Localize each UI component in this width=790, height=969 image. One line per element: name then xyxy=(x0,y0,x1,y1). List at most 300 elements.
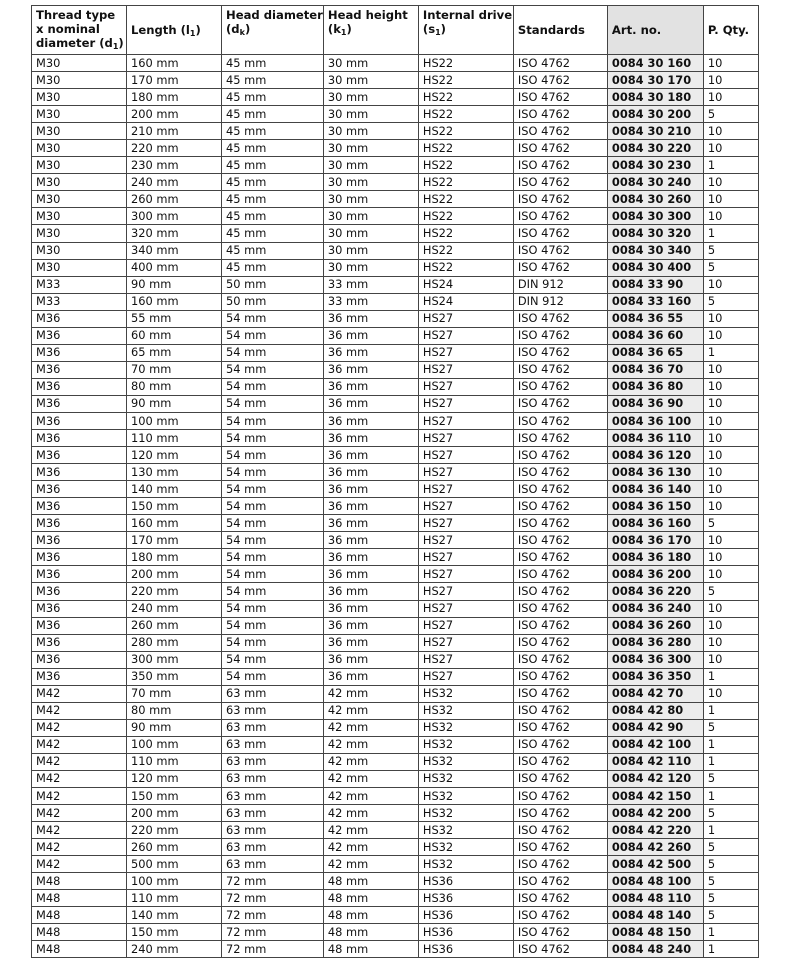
cell-pack-qty: 10 xyxy=(703,327,758,344)
cell-head-diameter: 45 mm xyxy=(222,89,324,106)
cell-pack-qty: 10 xyxy=(703,600,758,617)
cell-length: 280 mm xyxy=(127,634,222,651)
cell-standard: ISO 4762 xyxy=(513,412,607,429)
cell-head-height: 36 mm xyxy=(323,651,418,668)
table-row xyxy=(32,822,759,839)
cell-art-no: 0084 36 80 xyxy=(607,378,703,395)
cell-pack-qty: 5 xyxy=(703,770,758,787)
cell-pack-qty: 5 xyxy=(703,890,758,907)
cell-pack-qty: 10 xyxy=(703,208,758,225)
cell-head-height: 36 mm xyxy=(323,378,418,395)
cell-standard: ISO 4762 xyxy=(513,839,607,856)
table-row xyxy=(32,702,759,719)
cell-length: 300 mm xyxy=(127,208,222,225)
cell-head-diameter: 63 mm xyxy=(222,805,324,822)
cell-art-no: 0084 30 320 xyxy=(607,225,703,242)
cell-head-diameter: 63 mm xyxy=(222,736,324,753)
cell-head-height: 30 mm xyxy=(323,242,418,259)
cell-head-height: 36 mm xyxy=(323,430,418,447)
header-head-diameter-sub: k xyxy=(239,28,245,37)
cell-head-diameter: 63 mm xyxy=(222,719,324,736)
cell-head-height: 30 mm xyxy=(323,208,418,225)
cell-length: 65 mm xyxy=(127,344,222,361)
cell-length: 170 mm xyxy=(127,532,222,549)
cell-art-no: 0084 36 140 xyxy=(607,481,703,498)
cell-art-no: 0084 30 300 xyxy=(607,208,703,225)
cell-head-height: 36 mm xyxy=(323,600,418,617)
cell-thread-type: M36 xyxy=(32,583,127,600)
cell-standard: ISO 4762 xyxy=(513,225,607,242)
cell-art-no: 0084 30 160 xyxy=(607,55,703,72)
cell-art-no: 0084 36 150 xyxy=(607,498,703,515)
cell-head-height: 30 mm xyxy=(323,72,418,89)
cell-length: 240 mm xyxy=(127,941,222,958)
cell-internal-drive: HS32 xyxy=(418,753,513,770)
cell-standard: ISO 4762 xyxy=(513,430,607,447)
cell-length: 90 mm xyxy=(127,276,222,293)
table-row xyxy=(32,873,759,890)
cell-internal-drive: HS22 xyxy=(418,225,513,242)
cell-thread-type: M36 xyxy=(32,310,127,327)
cell-head-height: 30 mm xyxy=(323,225,418,242)
cell-thread-type: M36 xyxy=(32,395,127,412)
cell-pack-qty: 10 xyxy=(703,447,758,464)
header-internal-drive-sub: 1 xyxy=(435,28,441,37)
header-length-text: Length (l xyxy=(131,23,190,37)
cell-thread-type: M36 xyxy=(32,361,127,378)
cell-art-no: 0084 48 100 xyxy=(607,873,703,890)
cell-thread-type: M42 xyxy=(32,770,127,787)
table-row xyxy=(32,157,759,174)
cell-head-diameter: 45 mm xyxy=(222,72,324,89)
header-thread-line1: Thread type xyxy=(36,8,116,22)
cell-pack-qty: 1 xyxy=(703,344,758,361)
cell-standard: DIN 912 xyxy=(513,276,607,293)
cell-internal-drive: HS22 xyxy=(418,72,513,89)
cell-standard: ISO 4762 xyxy=(513,259,607,276)
cell-thread-type: M42 xyxy=(32,753,127,770)
cell-art-no: 0084 30 210 xyxy=(607,123,703,140)
cell-standard: ISO 4762 xyxy=(513,72,607,89)
table-row xyxy=(32,753,759,770)
cell-head-diameter: 45 mm xyxy=(222,259,324,276)
cell-thread-type: M36 xyxy=(32,651,127,668)
cell-head-diameter: 63 mm xyxy=(222,753,324,770)
cell-thread-type: M36 xyxy=(32,430,127,447)
header-head-height-line1: Head height xyxy=(327,8,408,22)
cell-length: 200 mm xyxy=(127,566,222,583)
cell-head-height: 36 mm xyxy=(323,310,418,327)
header-head-diameter-line1: Head diameter xyxy=(226,8,323,22)
table-row xyxy=(32,924,759,941)
cell-internal-drive: HS27 xyxy=(418,430,513,447)
cell-internal-drive: HS27 xyxy=(418,395,513,412)
screw-dimensions-table xyxy=(31,5,759,958)
cell-pack-qty: 10 xyxy=(703,532,758,549)
cell-head-diameter: 45 mm xyxy=(222,106,324,123)
cell-standard: ISO 4762 xyxy=(513,498,607,515)
cell-pack-qty: 1 xyxy=(703,668,758,685)
cell-standard: ISO 4762 xyxy=(513,566,607,583)
cell-internal-drive: HS22 xyxy=(418,259,513,276)
cell-length: 300 mm xyxy=(127,651,222,668)
cell-head-diameter: 54 mm xyxy=(222,651,324,668)
cell-art-no: 0084 30 170 xyxy=(607,72,703,89)
table-row xyxy=(32,583,759,600)
cell-length: 130 mm xyxy=(127,464,222,481)
cell-head-height: 30 mm xyxy=(323,123,418,140)
cell-internal-drive: HS27 xyxy=(418,464,513,481)
cell-art-no: 0084 48 140 xyxy=(607,907,703,924)
cell-head-diameter: 45 mm xyxy=(222,174,324,191)
table-row xyxy=(32,276,759,293)
cell-art-no: 0084 36 160 xyxy=(607,515,703,532)
table-row xyxy=(32,668,759,685)
cell-head-diameter: 63 mm xyxy=(222,685,324,702)
cell-internal-drive: HS27 xyxy=(418,447,513,464)
header-length-close: ) xyxy=(195,23,201,37)
table-row xyxy=(32,140,759,157)
cell-thread-type: M30 xyxy=(32,208,127,225)
table-row xyxy=(32,55,759,72)
cell-thread-type: M30 xyxy=(32,191,127,208)
cell-internal-drive: HS22 xyxy=(418,55,513,72)
cell-standard: ISO 4762 xyxy=(513,856,607,873)
cell-head-diameter: 54 mm xyxy=(222,600,324,617)
cell-thread-type: M36 xyxy=(32,532,127,549)
cell-head-height: 36 mm xyxy=(323,515,418,532)
cell-head-height: 36 mm xyxy=(323,498,418,515)
cell-head-diameter: 45 mm xyxy=(222,55,324,72)
cell-internal-drive: HS32 xyxy=(418,856,513,873)
cell-length: 150 mm xyxy=(127,924,222,941)
table-row xyxy=(32,106,759,123)
cell-head-diameter: 50 mm xyxy=(222,276,324,293)
cell-art-no: 0084 42 200 xyxy=(607,805,703,822)
cell-head-diameter: 45 mm xyxy=(222,140,324,157)
cell-art-no: 0084 36 350 xyxy=(607,668,703,685)
cell-head-diameter: 54 mm xyxy=(222,566,324,583)
cell-thread-type: M36 xyxy=(32,498,127,515)
cell-art-no: 0084 33 160 xyxy=(607,293,703,310)
cell-internal-drive: HS27 xyxy=(418,617,513,634)
cell-head-diameter: 54 mm xyxy=(222,430,324,447)
header-head-height-sub: 1 xyxy=(340,28,347,37)
cell-art-no: 0084 42 220 xyxy=(607,822,703,839)
cell-standard: ISO 4762 xyxy=(513,668,607,685)
cell-head-height: 36 mm xyxy=(323,583,418,600)
cell-head-diameter: 72 mm xyxy=(222,924,324,941)
table-row xyxy=(32,805,759,822)
cell-head-height: 30 mm xyxy=(323,89,418,106)
cell-thread-type: M30 xyxy=(32,174,127,191)
cell-internal-drive: HS32 xyxy=(418,770,513,787)
cell-head-height: 30 mm xyxy=(323,106,418,123)
cell-head-diameter: 54 mm xyxy=(222,464,324,481)
cell-standard: ISO 4762 xyxy=(513,208,607,225)
cell-standard: ISO 4762 xyxy=(513,123,607,140)
cell-thread-type: M48 xyxy=(32,873,127,890)
cell-length: 90 mm xyxy=(127,719,222,736)
cell-thread-type: M48 xyxy=(32,924,127,941)
cell-length: 160 mm xyxy=(127,293,222,310)
cell-art-no: 0084 42 100 xyxy=(607,736,703,753)
cell-pack-qty: 10 xyxy=(703,498,758,515)
cell-pack-qty: 1 xyxy=(703,941,758,958)
cell-pack-qty: 10 xyxy=(703,89,758,106)
cell-pack-qty: 5 xyxy=(703,907,758,924)
cell-length: 140 mm xyxy=(127,907,222,924)
cell-pack-qty: 1 xyxy=(703,157,758,174)
cell-internal-drive: HS22 xyxy=(418,106,513,123)
cell-internal-drive: HS24 xyxy=(418,276,513,293)
cell-pack-qty: 10 xyxy=(703,464,758,481)
cell-thread-type: M36 xyxy=(32,515,127,532)
cell-pack-qty: 1 xyxy=(703,788,758,805)
cell-art-no: 0084 42 120 xyxy=(607,770,703,787)
cell-standard: ISO 4762 xyxy=(513,106,607,123)
cell-thread-type: M42 xyxy=(32,839,127,856)
cell-pack-qty: 1 xyxy=(703,822,758,839)
cell-head-height: 36 mm xyxy=(323,532,418,549)
cell-head-height: 36 mm xyxy=(323,549,418,566)
cell-length: 120 mm xyxy=(127,770,222,787)
cell-standard: ISO 4762 xyxy=(513,157,607,174)
cell-internal-drive: HS22 xyxy=(418,89,513,106)
cell-pack-qty: 10 xyxy=(703,395,758,412)
cell-internal-drive: HS32 xyxy=(418,736,513,753)
cell-pack-qty: 10 xyxy=(703,123,758,140)
cell-length: 260 mm xyxy=(127,617,222,634)
cell-internal-drive: HS27 xyxy=(418,583,513,600)
cell-pack-qty: 1 xyxy=(703,736,758,753)
cell-pack-qty: 5 xyxy=(703,259,758,276)
cell-standard: ISO 4762 xyxy=(513,634,607,651)
cell-head-height: 30 mm xyxy=(323,174,418,191)
cell-art-no: 0084 48 240 xyxy=(607,941,703,958)
cell-pack-qty: 1 xyxy=(703,702,758,719)
cell-thread-type: M30 xyxy=(32,242,127,259)
cell-length: 180 mm xyxy=(127,89,222,106)
cell-pack-qty: 5 xyxy=(703,293,758,310)
cell-thread-type: M30 xyxy=(32,157,127,174)
cell-head-height: 36 mm xyxy=(323,566,418,583)
cell-thread-type: M36 xyxy=(32,566,127,583)
header-head-diameter-close: ) xyxy=(244,22,251,36)
cell-head-diameter: 45 mm xyxy=(222,242,324,259)
cell-internal-drive: HS36 xyxy=(418,907,513,924)
cell-pack-qty: 10 xyxy=(703,430,758,447)
cell-art-no: 0084 36 110 xyxy=(607,430,703,447)
cell-length: 90 mm xyxy=(127,395,222,412)
cell-length: 110 mm xyxy=(127,890,222,907)
cell-length: 320 mm xyxy=(127,225,222,242)
cell-head-height: 42 mm xyxy=(323,822,418,839)
cell-thread-type: M30 xyxy=(32,72,127,89)
cell-standard: ISO 4762 xyxy=(513,770,607,787)
cell-thread-type: M42 xyxy=(32,736,127,753)
cell-pack-qty: 5 xyxy=(703,719,758,736)
table-row xyxy=(32,464,759,481)
cell-pack-qty: 10 xyxy=(703,174,758,191)
cell-standard: ISO 4762 xyxy=(513,174,607,191)
cell-pack-qty: 10 xyxy=(703,617,758,634)
table-row xyxy=(32,685,759,702)
cell-standard: ISO 4762 xyxy=(513,583,607,600)
cell-internal-drive: HS27 xyxy=(418,515,513,532)
cell-pack-qty: 10 xyxy=(703,72,758,89)
cell-length: 230 mm xyxy=(127,157,222,174)
cell-thread-type: M30 xyxy=(32,106,127,123)
cell-internal-drive: HS22 xyxy=(418,174,513,191)
cell-standard: ISO 4762 xyxy=(513,395,607,412)
table-row xyxy=(32,310,759,327)
cell-head-diameter: 63 mm xyxy=(222,770,324,787)
cell-pack-qty: 10 xyxy=(703,566,758,583)
cell-head-diameter: 54 mm xyxy=(222,378,324,395)
table-row xyxy=(32,378,759,395)
cell-internal-drive: HS27 xyxy=(418,532,513,549)
cell-pack-qty: 5 xyxy=(703,873,758,890)
cell-head-height: 36 mm xyxy=(323,634,418,651)
cell-internal-drive: HS27 xyxy=(418,651,513,668)
cell-thread-type: M36 xyxy=(32,412,127,429)
cell-head-diameter: 45 mm xyxy=(222,191,324,208)
cell-thread-type: M48 xyxy=(32,941,127,958)
header-head-height-close: ) xyxy=(346,22,352,36)
cell-length: 400 mm xyxy=(127,259,222,276)
cell-thread-type: M36 xyxy=(32,617,127,634)
cell-head-diameter: 54 mm xyxy=(222,481,324,498)
table-row xyxy=(32,770,759,787)
header-head-height-line2: (k xyxy=(327,22,341,36)
cell-art-no: 0084 36 60 xyxy=(607,327,703,344)
cell-standard: ISO 4762 xyxy=(513,822,607,839)
cell-length: 150 mm xyxy=(127,788,222,805)
cell-thread-type: M48 xyxy=(32,907,127,924)
cell-head-height: 48 mm xyxy=(323,890,418,907)
cell-head-diameter: 63 mm xyxy=(222,822,324,839)
cell-standard: ISO 4762 xyxy=(513,702,607,719)
cell-length: 110 mm xyxy=(127,753,222,770)
cell-length: 140 mm xyxy=(127,481,222,498)
cell-art-no: 0084 48 110 xyxy=(607,890,703,907)
cell-internal-drive: HS27 xyxy=(418,498,513,515)
table-row xyxy=(32,788,759,805)
cell-standard: ISO 4762 xyxy=(513,890,607,907)
cell-length: 160 mm xyxy=(127,515,222,532)
cell-standard: ISO 4762 xyxy=(513,753,607,770)
cell-head-diameter: 50 mm xyxy=(222,293,324,310)
table-row xyxy=(32,566,759,583)
table-row xyxy=(32,293,759,310)
cell-standard: ISO 4762 xyxy=(513,924,607,941)
cell-head-height: 42 mm xyxy=(323,685,418,702)
cell-length: 340 mm xyxy=(127,242,222,259)
cell-art-no: 0084 42 260 xyxy=(607,839,703,856)
cell-art-no: 0084 36 130 xyxy=(607,464,703,481)
header-length xyxy=(127,6,222,55)
cell-head-height: 30 mm xyxy=(323,55,418,72)
cell-pack-qty: 5 xyxy=(703,242,758,259)
cell-standard: ISO 4762 xyxy=(513,89,607,106)
cell-thread-type: M42 xyxy=(32,788,127,805)
cell-pack-qty: 10 xyxy=(703,549,758,566)
cell-head-height: 36 mm xyxy=(323,617,418,634)
cell-thread-type: M36 xyxy=(32,378,127,395)
table-row xyxy=(32,515,759,532)
cell-pack-qty: 1 xyxy=(703,753,758,770)
cell-head-diameter: 54 mm xyxy=(222,549,324,566)
table-row xyxy=(32,259,759,276)
cell-art-no: 0084 36 260 xyxy=(607,617,703,634)
cell-head-diameter: 63 mm xyxy=(222,702,324,719)
cell-head-height: 33 mm xyxy=(323,293,418,310)
table-row xyxy=(32,123,759,140)
table-row xyxy=(32,225,759,242)
cell-head-diameter: 54 mm xyxy=(222,617,324,634)
table-row xyxy=(32,89,759,106)
header-thread-line3: diameter (d xyxy=(36,36,113,50)
header-head-diameter xyxy=(222,6,324,55)
cell-art-no: 0084 33 90 xyxy=(607,276,703,293)
cell-length: 100 mm xyxy=(127,873,222,890)
cell-thread-type: M30 xyxy=(32,140,127,157)
cell-internal-drive: HS32 xyxy=(418,685,513,702)
header-internal-drive xyxy=(418,6,513,55)
table-row xyxy=(32,549,759,566)
cell-head-height: 48 mm xyxy=(323,907,418,924)
cell-head-diameter: 54 mm xyxy=(222,361,324,378)
cell-art-no: 0084 30 260 xyxy=(607,191,703,208)
header-standards: Standards xyxy=(513,6,607,55)
header-thread-type xyxy=(32,6,127,55)
cell-internal-drive: HS27 xyxy=(418,378,513,395)
cell-standard: ISO 4762 xyxy=(513,788,607,805)
cell-internal-drive: HS27 xyxy=(418,344,513,361)
cell-art-no: 0084 30 240 xyxy=(607,174,703,191)
cell-thread-type: M36 xyxy=(32,327,127,344)
cell-art-no: 0084 42 150 xyxy=(607,788,703,805)
cell-head-height: 30 mm xyxy=(323,191,418,208)
cell-length: 220 mm xyxy=(127,822,222,839)
cell-pack-qty: 10 xyxy=(703,651,758,668)
cell-thread-type: M48 xyxy=(32,890,127,907)
table-row xyxy=(32,344,759,361)
cell-internal-drive: HS27 xyxy=(418,327,513,344)
cell-internal-drive: HS36 xyxy=(418,890,513,907)
cell-thread-type: M36 xyxy=(32,549,127,566)
cell-internal-drive: HS27 xyxy=(418,361,513,378)
cell-art-no: 0084 30 180 xyxy=(607,89,703,106)
table-row xyxy=(32,651,759,668)
cell-art-no: 0084 36 65 xyxy=(607,344,703,361)
table-row xyxy=(32,634,759,651)
table-row xyxy=(32,395,759,412)
cell-pack-qty: 10 xyxy=(703,191,758,208)
cell-length: 200 mm xyxy=(127,106,222,123)
cell-internal-drive: HS22 xyxy=(418,191,513,208)
cell-pack-qty: 10 xyxy=(703,634,758,651)
cell-length: 80 mm xyxy=(127,378,222,395)
cell-head-height: 42 mm xyxy=(323,770,418,787)
cell-head-diameter: 54 mm xyxy=(222,515,324,532)
cell-art-no: 0084 42 90 xyxy=(607,719,703,736)
cell-art-no: 0084 36 240 xyxy=(607,600,703,617)
table-row xyxy=(32,447,759,464)
table-row xyxy=(32,481,759,498)
table-row xyxy=(32,174,759,191)
